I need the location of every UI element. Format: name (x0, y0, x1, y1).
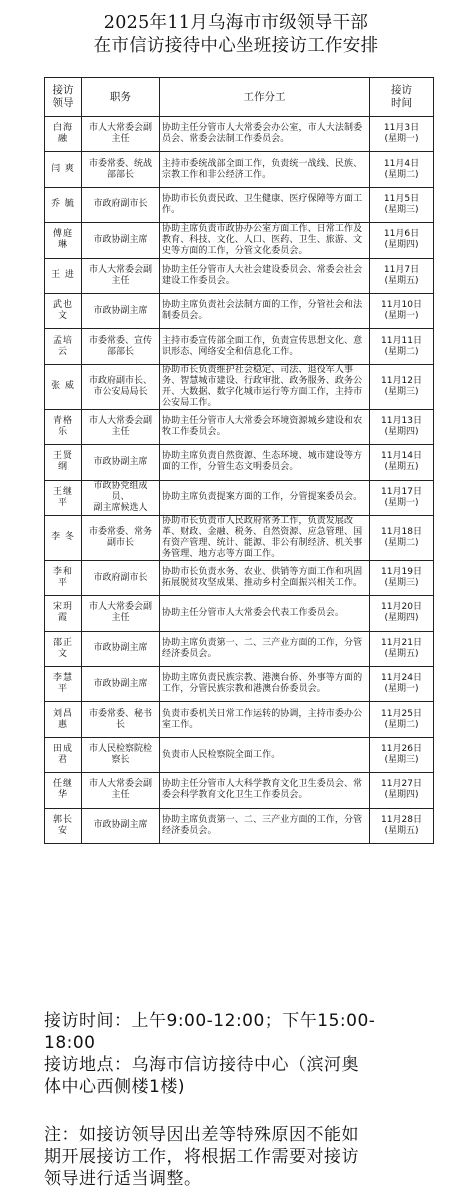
note-text: 注：如接访领导因出差等特殊原因不能如 期开展接访工作，将根据工作需要对接访 领导进行适当调整。 (44, 1125, 359, 1189)
visit-time-cell: 11月13日 (星期四) (370, 409, 434, 444)
position-cell: 市政协副主席 (82, 631, 160, 666)
duty-cell: 协助主任分管市人大科学教育文化卫生委员会、常委会科学教育文化卫生工作委员会。 (160, 773, 370, 808)
visit-time-cell: 11月26日 (星期三) (370, 737, 434, 772)
table-row (45, 480, 434, 515)
leader-name-cell: 王继 平 (45, 480, 82, 515)
table-row (45, 596, 434, 631)
leader-name-cell: 郭长 安 (45, 808, 82, 843)
visit-time-cell: 11月7日 (星期五) (370, 258, 434, 293)
leader-name-cell: 傅庭 琳 (45, 223, 82, 258)
table-row (45, 773, 434, 808)
position-cell: 市人大常委会副 主任 (82, 409, 160, 444)
position-cell: 市人大常委会副 主任 (82, 773, 160, 808)
visit-time-cell: 11月24日 (星期一) (370, 667, 434, 702)
leader-name-cell: 田成 君 (45, 737, 82, 772)
leader-name-cell: 武也 文 (45, 293, 82, 328)
table-row (45, 152, 434, 187)
visit-time-cell: 11月12日 (星期三) (370, 364, 434, 409)
leader-name-cell: 王 进 (45, 258, 82, 293)
duty-cell: 协助市长负责民政、卫生健康、医疗保障等方面工作。 (160, 187, 370, 222)
visit-time-cell: 11月28日 (星期五) (370, 808, 434, 843)
duty-cell: 协助主席负责市政协办公室方面工作、日常工作及教育、科技、文化、人口、医药、卫生、旅游、文史等方面的工作，分管文化委员会。 (160, 223, 370, 258)
header-time: 接访 时间 (370, 78, 434, 117)
table-row (45, 702, 434, 737)
visit-time-cell: 11月18日 (星期二) (370, 515, 434, 560)
position-cell: 市人大常委会副 主任 (82, 596, 160, 631)
table-body (45, 117, 434, 844)
leader-name-cell: 李和 平 (45, 560, 82, 595)
position-cell: 市委常委、宣传 部部长 (82, 329, 160, 364)
position-cell: 市人大常委会副 主任 (82, 258, 160, 293)
position-cell: 市政协副主席 (82, 445, 160, 480)
leader-name-cell: 宋玥 霞 (45, 596, 82, 631)
position-cell: 市政府副市长 (82, 560, 160, 595)
duty-cell: 协助市长负责水务、农业、供销等方面工作和巩固拓展脱贫攻坚成果、推动乡村全面振兴相关工作。 (160, 560, 370, 595)
leader-name-cell: 李 冬 (45, 515, 82, 560)
table-row (45, 293, 434, 328)
header-duty: 工作分工 (160, 78, 370, 117)
position-cell: 市政协副主席 (82, 808, 160, 843)
duty-cell: 协助主席负责社会法制方面的工作，分管社会和法制委员会。 (160, 293, 370, 328)
visit-time-cell: 11月19日 (星期三) (370, 560, 434, 595)
leader-name-cell: 闫 爽 (45, 152, 82, 187)
table-row (45, 631, 434, 666)
table-row (45, 560, 434, 595)
leader-name-cell: 刘昌 惠 (45, 702, 82, 737)
leader-name-cell: 孟培 云 (45, 329, 82, 364)
duty-cell: 协助市长负责维护社会稳定、司法、退役军人事务、智慧城市建设、行政审批、政务服务、政务公开、大数据、数字化城市运行等方面工作，主持市公安局工作。 (160, 364, 370, 409)
duty-cell: 协助主任分管市人大常委会代表工作委员会。 (160, 596, 370, 631)
leader-name-cell: 李慧 平 (45, 667, 82, 702)
leader-name-cell: 青格 乐 (45, 409, 82, 444)
table-row (45, 187, 434, 222)
duty-cell: 协助主席负责民族宗教、港澳台侨、外事等方面的工作，分管民族宗教和港澳台侨委员会。 (160, 667, 370, 702)
visit-time-cell: 11月6日 (星期四) (370, 223, 434, 258)
table-row (45, 223, 434, 258)
table-row (45, 329, 434, 364)
duty-cell: 协助主任分管市人大常委会办公室，市人大法制委员会、常委会法制工作委员会。 (160, 117, 370, 152)
visit-time-cell: 11月4日 (星期二) (370, 152, 434, 187)
table-row (45, 515, 434, 560)
duty-cell: 协助主席负责第一、二、三产业方面的工作，分管经济委员会。 (160, 631, 370, 666)
visit-time-cell: 11月14日 (星期五) (370, 445, 434, 480)
duty-cell: 负责市委机关日常工作运转的协调，主持市委办公室工作。 (160, 702, 370, 737)
position-cell: 市政府副市长 (82, 187, 160, 222)
duty-cell: 协助主席负责自然资源、生态环境、城市建设等方面的工作，分管生态文明委员会。 (160, 445, 370, 480)
visit-time-cell: 11月27日 (星期四) (370, 773, 434, 808)
visit-time-cell: 11月5日 (星期三) (370, 187, 434, 222)
position-cell: 市政协副主席 (82, 667, 160, 702)
schedule-table (44, 77, 434, 844)
visit-time-text: 接访时间：上午9:00-12:00；下午15:00- 18:00 (44, 1011, 376, 1053)
document-subtitle: 在市信访接待中心坐班接访工作安排 (93, 36, 379, 56)
table-header-row (45, 78, 434, 117)
duty-cell: 主持市委宣传部全面工作，负责宣传思想文化、意识形态、网络安全和信息化工作。 (160, 329, 370, 364)
table-row (45, 445, 434, 480)
table-row (45, 409, 434, 444)
position-cell: 市人民检察院检 察长 (82, 737, 160, 772)
leader-name-cell: 张 威 (45, 364, 82, 409)
document-title: 2025年11月乌海市市级领导干部 (103, 13, 369, 33)
position-cell: 市委常委、常务 副市长 (82, 515, 160, 560)
duty-cell: 协助市长负责市人民政府常务工作，负责发展改革、财政、金融、税务、自然资源、应急管理、国有资产管理、统计、能源、非公有制经济、机关事务管理、地方志等方面工作。 (160, 515, 370, 560)
position-cell: 市委常委、秘书 长 (82, 702, 160, 737)
leader-name-cell: 任继 华 (45, 773, 82, 808)
position-cell: 市人大常委会副 主任 (82, 117, 160, 152)
position-cell: 市政协副主席 (82, 223, 160, 258)
visit-time-cell: 11月11日 (星期二) (370, 329, 434, 364)
visit-time-cell: 11月3日 (星期一) (370, 117, 434, 152)
position-cell: 市政府副市长、 市公安局局长 (82, 364, 160, 409)
header-leader: 接访 领导 (45, 78, 82, 117)
table-row (45, 667, 434, 702)
duty-cell: 主持市委统战部全面工作，负责统一战线、民族、宗教工作和非公经济工作。 (160, 152, 370, 187)
duty-cell: 协助主任分管市人大社会建设委员会、常委会社会建设工作委员会。 (160, 258, 370, 293)
duty-cell: 协助主席负责第一、二、三产业方面的工作，分管经济委员会。 (160, 808, 370, 843)
visit-place-text: 接访地点：乌海市信访接待中心（滨河奥 体中心西侧楼1楼) (44, 1055, 359, 1097)
leader-name-cell: 乔 毓 (45, 187, 82, 222)
table-row (45, 258, 434, 293)
visit-time-cell: 11月20日 (星期四) (370, 596, 434, 631)
header-position: 职务 (82, 78, 160, 117)
leader-name-cell: 王贤 纲 (45, 445, 82, 480)
position-cell: 市委常委、统战 部部长 (82, 152, 160, 187)
table-row (45, 737, 434, 772)
visit-time-cell: 11月17日 (星期一) (370, 480, 434, 515)
position-cell: 市政协党组成 员、 副主席候选人 (82, 480, 160, 515)
duty-cell: 负责市人民检察院全面工作。 (160, 737, 370, 772)
visit-time-cell: 11月21日 (星期五) (370, 631, 434, 666)
leader-name-cell: 邵正 文 (45, 631, 82, 666)
leader-name-cell: 白海 融 (45, 117, 82, 152)
table-row (45, 808, 434, 843)
visit-time-cell: 11月25日 (星期二) (370, 702, 434, 737)
duty-cell: 协助主席负责提案方面的工作，分管提案委员会。 (160, 480, 370, 515)
table-row (45, 117, 434, 152)
table-row (45, 364, 434, 409)
visit-time-cell: 11月10日 (星期一) (370, 293, 434, 328)
duty-cell: 协助主任分管市人大常委会环境资源城乡建设和农牧工作委员会。 (160, 409, 370, 444)
position-cell: 市政协副主席 (82, 293, 160, 328)
